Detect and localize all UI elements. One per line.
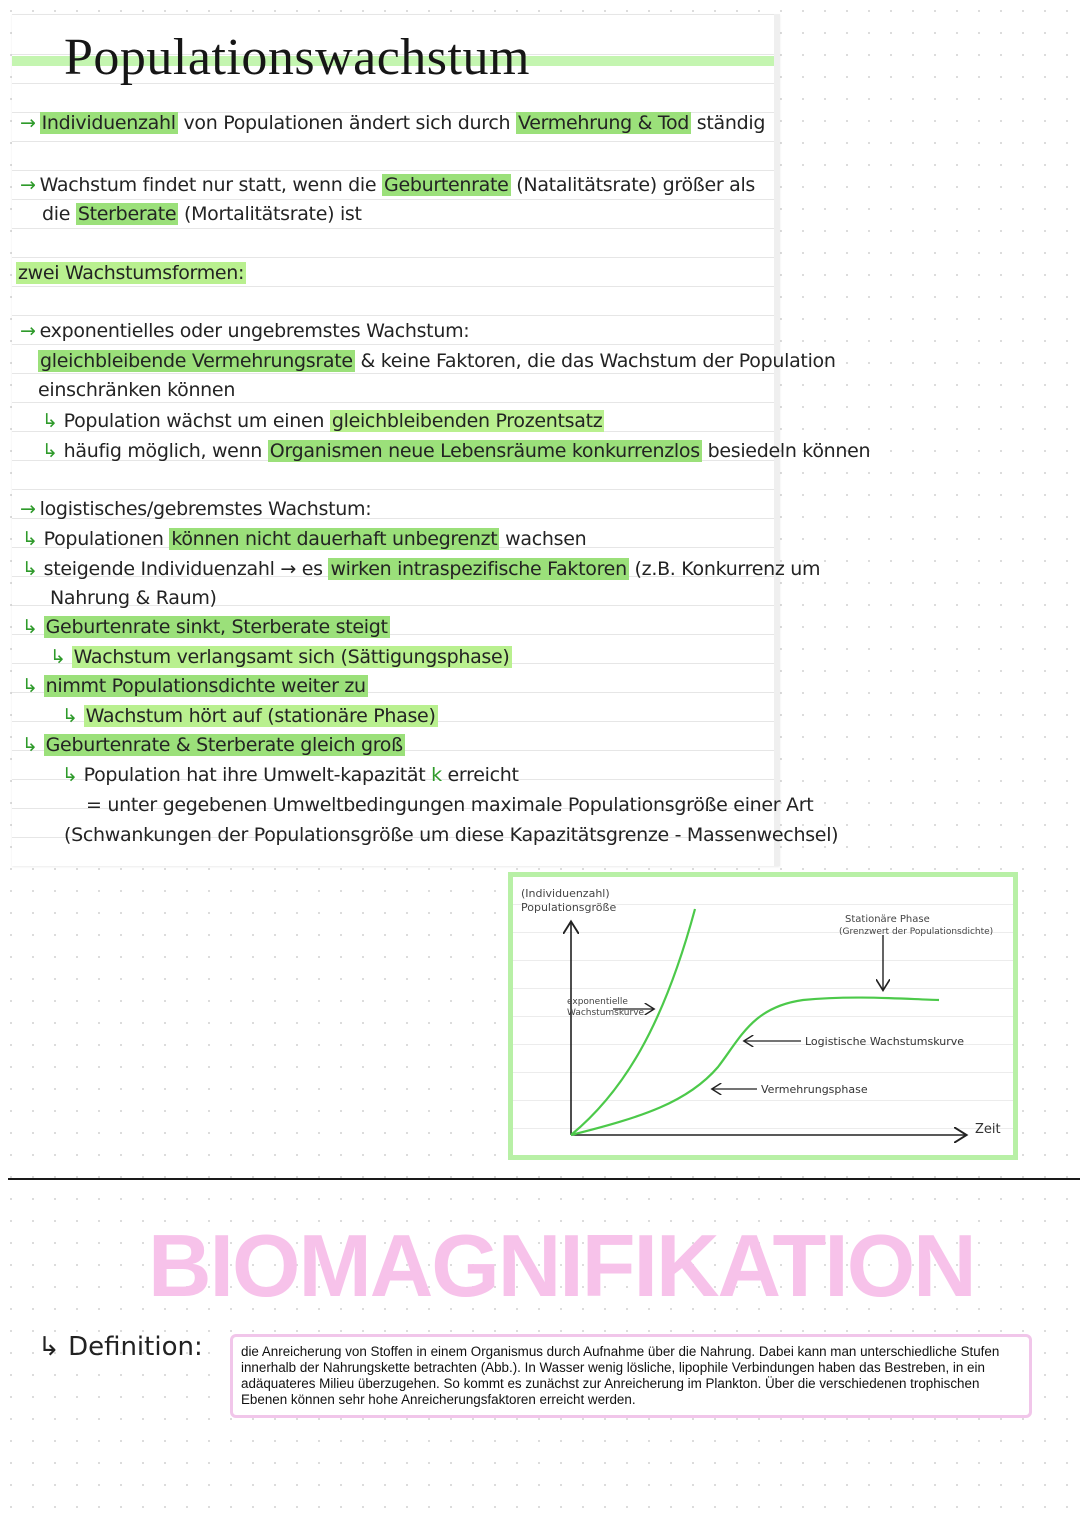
definition-box xyxy=(230,1334,1032,1418)
sub-arrow-icon: ↳ xyxy=(22,528,38,550)
intro-line-3: die Sterberate (Mortalitätsrate) ist xyxy=(42,203,362,225)
log-line-7: ↳ nimmt Populationsdichte weiter zu xyxy=(22,675,366,697)
exp-label-2: Wachstumskurve xyxy=(567,1008,645,1018)
log-line-12: (Schwankungen der Populationsgröße um diese Kapazitätsgrenze - Massenwechsel) xyxy=(64,824,839,846)
log-line-10: ↳ Population hat ihre Umwelt-kapazität k erreicht xyxy=(62,764,519,786)
forms-heading: zwei Wachstumsformen: xyxy=(18,262,245,284)
log-line-11: = unter gegebenen Umweltbedingungen maximale Populationsgröße einer Art xyxy=(86,794,814,816)
intro-line-2: → Wachstum findet nur statt, wenn die Geburtenrate (Natalitätsrate) größer als xyxy=(20,174,756,196)
exponential-curve xyxy=(571,909,695,1135)
logistic-curve xyxy=(571,998,939,1135)
y-label-2: Populationsgröße xyxy=(521,901,617,914)
growth-chart xyxy=(508,872,1018,1160)
growth-chart-svg xyxy=(513,877,1013,1155)
definition-label: ↳ Definition: xyxy=(38,1332,203,1362)
x-label: Zeit xyxy=(975,1122,1001,1137)
section-divider xyxy=(8,1178,1080,1180)
exp-line-2: gleichbleibende Vermehrungsrate & keine Faktoren, die das Wachstum der Population xyxy=(40,350,836,372)
y-label-1: (Individuenzahl) xyxy=(521,887,610,900)
exp-line-3: einschränken können xyxy=(38,379,236,401)
vermehrung-label: Vermehrungsphase xyxy=(761,1083,868,1096)
arrow-right-icon: → xyxy=(20,174,36,196)
sub-arrow-icon: ↳ xyxy=(62,764,78,786)
exp-label-1: exponentielle xyxy=(567,997,628,1007)
definition-text: die Anreicherung von Stoffen in einem Organismus durch Aufnahme über die Nahrung. Dabei kann man unterschiedliche Stufen innerhalb der Nahrungskette betrachten (Abb.). In Wasser wenig lösliche, lipophile Verbindungen haben das Bestreben, in ein adäquateres Milieu überzugehen. So kommt es zunächst zur Anreicherung im Plankton. Über die verschiedenen trophischen Ebenen können sehr hohe Anreicherungsfaktoren erreicht werden. xyxy=(241,1344,1000,1407)
stationary-label-2: (Grenzwert der Populationsdichte) xyxy=(839,927,994,937)
exp-line-5: ↳ häufig möglich, wenn Organismen neue Lebensräume konkurrenzlos besiedeln können xyxy=(42,440,871,462)
page-title: Populationswachstum xyxy=(64,29,530,86)
log-line-2: ↳ Populationen können nicht dauerhaft unbegrenzt wachsen xyxy=(22,528,587,550)
notes-page xyxy=(12,14,871,866)
sub-arrow-icon: ↳ xyxy=(42,410,58,432)
intro-line-1: → Individuenzahl von Populationen ändert sich durch Vermehrung & Tod ständig xyxy=(20,112,766,134)
log-line-8: ↳ Wachstum hört auf (stationäre Phase) xyxy=(62,705,436,727)
sub-arrow-icon: ↳ xyxy=(38,1332,69,1362)
sub-arrow-icon: ↳ xyxy=(22,734,38,756)
log-line-6: ↳ Wachstum verlangsamt sich (Sättigungsphase) xyxy=(50,646,510,668)
log-line-4: Nahrung & Raum) xyxy=(50,587,217,609)
log-line-3: ↳ steigende Individuenzahl → es wirken intraspezifische Faktoren (z.B. Konkurrenz um xyxy=(22,558,821,580)
sub-arrow-icon: ↳ xyxy=(50,646,66,668)
stationary-label-1: Stationäre Phase xyxy=(845,914,930,925)
exp-line-4: ↳ Population wächst um einen gleichbleibenden Prozentsatz xyxy=(42,410,603,432)
log-line-9: ↳ Geburtenrate & Sterberate gleich groß xyxy=(22,734,403,756)
sub-arrow-icon: ↳ xyxy=(22,675,38,697)
log-line-1: → logistisches/gebremstes Wachstum: xyxy=(20,498,372,520)
sub-arrow-icon: ↳ xyxy=(42,440,58,462)
log-line-5: ↳ Geburtenrate sinkt, Sterberate steigt xyxy=(22,616,388,638)
sub-arrow-icon: ↳ xyxy=(22,616,38,638)
exp-line-1: → exponentielles oder ungebremstes Wachstum: xyxy=(20,320,470,342)
arrow-right-icon: → xyxy=(20,112,36,134)
log-curve-label: Logistische Wachstumskurve xyxy=(805,1035,965,1048)
sub-arrow-icon: ↳ xyxy=(22,558,38,580)
arrow-right-icon: → xyxy=(20,498,36,520)
sub-arrow-icon: ↳ xyxy=(62,705,78,727)
arrow-right-icon: → xyxy=(20,320,36,342)
biomagnifikation-title: BIOMAGNIFIKATION xyxy=(148,1216,975,1315)
